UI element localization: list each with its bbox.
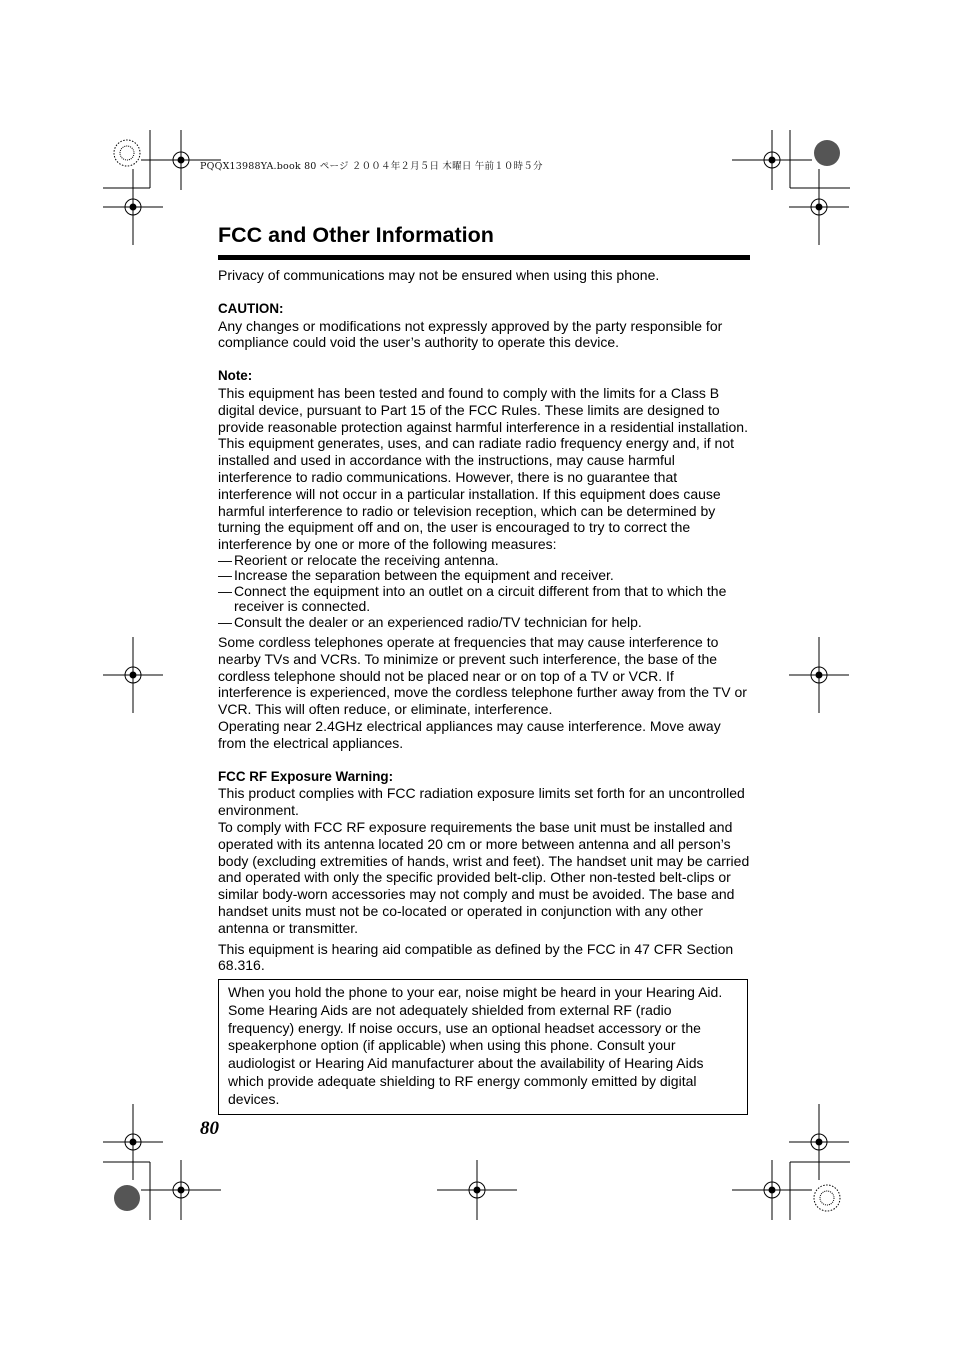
cordless-text: Some cordless telephones operate at frequencies that may cause interference to nearby TVs and VCRs. To minimize or prevent such interference, the base of the cordless telephone should not be placed near or on top of a TV or VCR. If interference is experienced, move the cordless telephone further away from the TV or VCR. This will often reduce, or eliminate, interference.	[218, 633, 747, 718]
list-item: — Consult the dealer or an experienced radio/TV technician for help.	[218, 615, 750, 630]
list-item: — Reorient or relocate the receiving antenna.	[218, 553, 750, 568]
caution-text: Any changes or modifications not expressly approved by the party responsible for compliance could void the user’s authority to operate this device.	[218, 317, 723, 351]
list-item: — Connect the equipment into an outlet on a circuit different from that to which the receiver is connected.	[218, 584, 750, 615]
note-text: This equipment has been tested and found to comply with the limits for a Class B digital device, pursuant to Part 15 of the FCC Rules. These limits are designed to provide reasonable protection against harmful interference in a residential installation. This equipment generates, uses, and can radiate radio frequency energy and, if not installed and used in accordance with the instructions, may cause harmful interference to radio communications. However, there is no guarantee that interference will not occur in a particular installation. If this equipment does cause harmful interference to radio or television reception, which can be determined by turning the equipment off and on, the user is encouraged to try to correct the interference by one or more of the following measures:	[218, 384, 748, 553]
rf-heading: FCC RF Exposure Warning:	[218, 768, 394, 784]
page-title: FCC and Other Information	[218, 223, 494, 247]
operating-text: Operating near 2.4GHz electrical appliances may cause interference. Move away from the electrical appliances.	[218, 717, 721, 751]
print-header: PQQX13988YA.book 80 ページ ２００４年２月５日 木曜日 午前１０時５分	[200, 161, 543, 172]
list-item: — Increase the separation between the equipment and receiver.	[218, 568, 750, 583]
note-heading: Note:	[218, 368, 253, 384]
intro-text: Privacy of communications may not be ensured when using this phone.	[218, 267, 660, 283]
rf-text-2: To comply with FCC RF exposure requirements the base unit must be installed and operated with its antenna located 20 cm or more between antenna and all person’s body (excluding extremities of hands, wrist and feet). The handset unit may be carried and operated with only the specific provided belt-clip. Other non-tested belt-clips or similar body-worn accessories may not comply and must be avoided. The base and handset units must not be co-located or operated in conjunction with any other antenna or transmitter.	[218, 818, 750, 936]
hearing-aid-box: When you hold the phone to your ear, noise might be heard in your Hearing Aid. Some Hearing Aids are not adequately shielded from external RF (radio frequency) energy. If noise occurs, use an optional headset accessory or the speakerphone option (if applicable) when using this phone. Consult your audiologist or Hearing Aid manufacturer about the availability of Hearing Aids which provide adequate shielding to RF energy commonly emitted by digital devices.	[218, 979, 748, 1115]
caution-heading: CAUTION:	[218, 300, 284, 316]
measures-list	[218, 553, 750, 630]
rf-text-1: This product complies with FCC radiation exposure limits set forth for an uncontrolled environment.	[218, 785, 745, 819]
hearing-aid-text: This equipment is hearing aid compatible as defined by the FCC in 47 CFR Section 68.316.	[218, 940, 734, 974]
page-number: 80	[200, 1118, 219, 1139]
page-content	[218, 220, 750, 974]
title-rule	[218, 255, 750, 260]
